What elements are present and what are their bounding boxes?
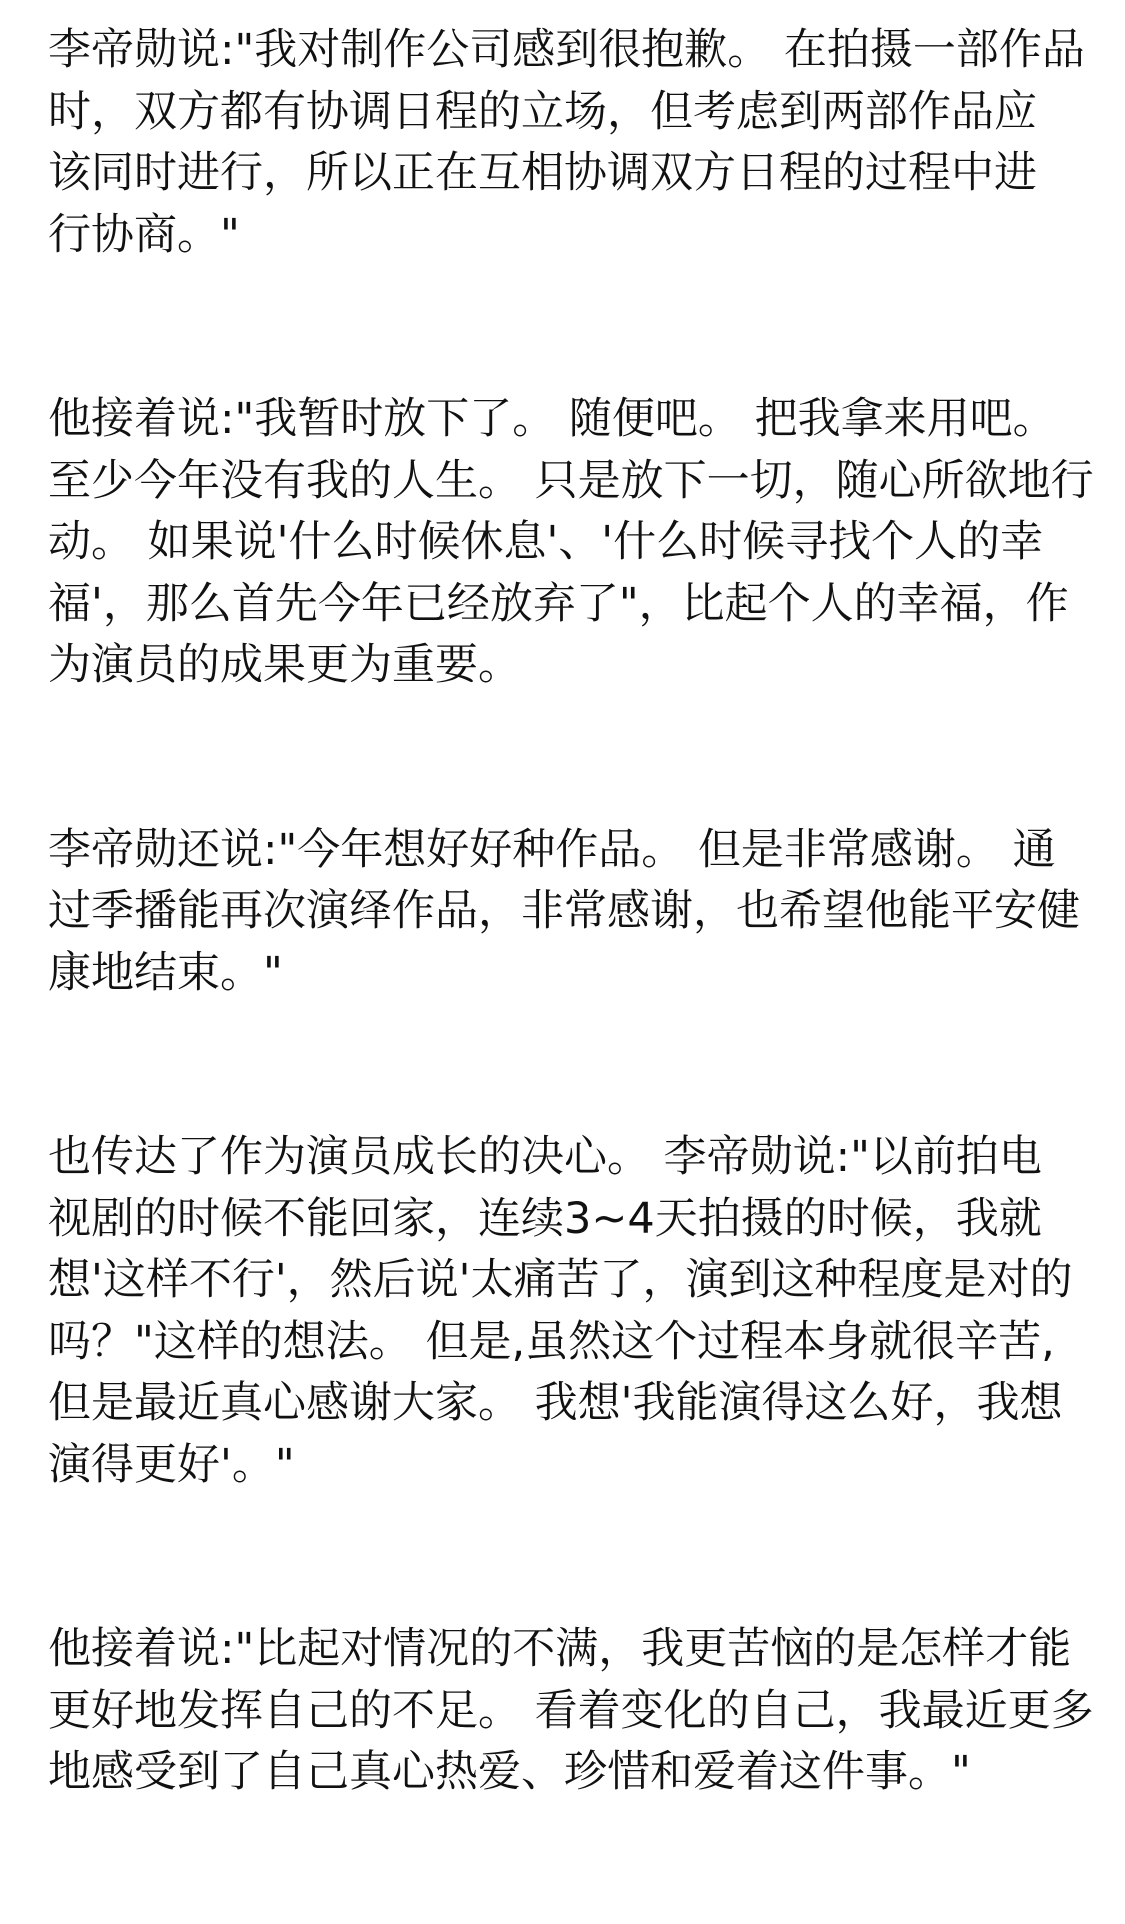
text-line: 但是最近真心感谢大家。 我想'我能演得这么好，我想 xyxy=(48,1378,1063,1428)
text-line: 视剧的时候不能回家，连续3~4天拍摄的时候，我就 xyxy=(48,1193,1042,1244)
text-line: 时，双方都有协调日程的立场，但考虑到两部作品应 xyxy=(48,86,1037,137)
text-line: 吗？"这样的想法。 但是,虽然这个过程本身就很辛苦, xyxy=(48,1316,1055,1367)
text-line: 为演员的成果更为重要。 xyxy=(48,640,521,690)
text-line: 他接着说:"我暂时放下了。 随便吧。 把我拿来用吧。 xyxy=(48,394,1056,444)
text-line: 福'，那么首先今年已经放弃了"，比起个人的幸福，作 xyxy=(48,578,1069,629)
text-line: 过季播能再次演绎作品，非常感谢，也希望他能平安健 xyxy=(48,886,1080,936)
article-body xyxy=(48,20,1094,1804)
text-line: 李帝勋说:"我对制作公司感到很抱歉。 在拍摄一部作品 xyxy=(48,25,1085,75)
paragraph-1 xyxy=(48,20,1085,266)
text-line: 更好地发挥自己的不足。 看着变化的自己，我最近更多 xyxy=(48,1685,1094,1736)
text-line: 他接着说:"比起对情况的不满，我更苦恼的是怎样才能 xyxy=(48,1624,1072,1674)
text-line: 李帝勋还说:"今年想好好种作品。 但是非常感谢。 通 xyxy=(48,824,1056,875)
text-line: 也传达了作为演员成长的决心。 李帝勋说:"以前拍电 xyxy=(48,1132,1042,1182)
text-line: 动。 如果说'什么时候休息'、'什么时候寻找个人的幸 xyxy=(48,517,1044,567)
text-line: 康地结束。" xyxy=(48,947,283,998)
text-line: 行协商。" xyxy=(48,209,240,260)
paragraph-2 xyxy=(48,389,1094,697)
text-line: 地感受到了自己真心热爱、珍惜和爱着这件事。" xyxy=(48,1747,971,1797)
paragraph-4 xyxy=(48,1127,1078,1496)
text-line: 想'这样不行'，然后说'太痛苦了，演到这种程度是对的 xyxy=(48,1255,1073,1305)
text-line: 至少今年没有我的人生。 只是放下一切，随心所欲地行 xyxy=(48,455,1094,506)
paragraph-5 xyxy=(48,1619,1094,1804)
text-line: 该同时进行，所以正在互相协调双方日程的过程中进 xyxy=(48,148,1037,198)
text-line: 演得更好'。" xyxy=(48,1439,295,1490)
paragraph-3 xyxy=(48,820,1078,1005)
